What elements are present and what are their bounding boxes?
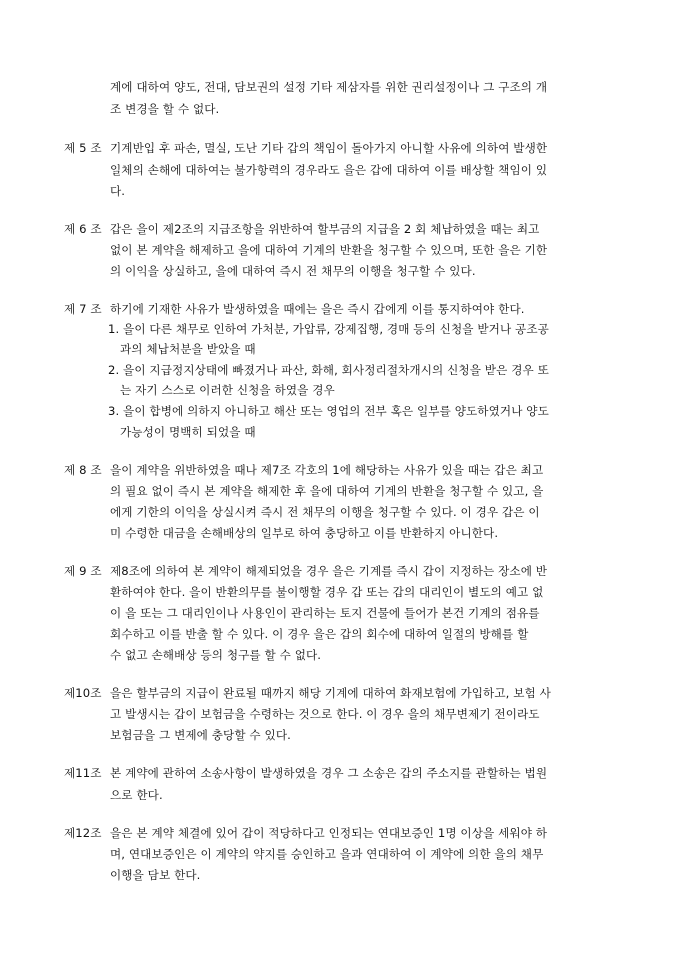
article-7-item-3: 3. 을이 합병에 의하지 아니하고 해산 또는 영업의 전부 혹은 일부를 양도하였거나 양도 (108, 404, 549, 418)
article-11-line: 본 계약에 관하여 소송사항이 발생하였을 경우 그 소송은 갑의 주소지를 관할하는 법원 (110, 766, 548, 780)
article-7-item-1-cont: 과의 체납처분을 받았을 때 (120, 342, 256, 356)
article-6-line: 갑은 을이 제2조의 지급조항을 위반하여 할부금의 지급을 2 회 체납하였을 때는 최고 (110, 222, 540, 236)
article-5-line: 다. (110, 184, 126, 198)
article-9-label: 제 9 조 (64, 564, 102, 578)
article-5-label: 제 5 조 (64, 141, 102, 155)
article-5-line: 기계반입 후 파손, 멸실, 도난 기타 갑의 책임이 돌아가지 아니할 사유에 의하여 발생한 (110, 141, 548, 155)
article-7-item-3-cont: 가능성이 명백히 되었을 때 (120, 425, 256, 439)
article-8-line: 에게 기한의 이익을 상실시켜 즉시 전 채무의 이행을 청구할 수 있다. 이 경우 갑은 이 (110, 505, 540, 519)
article-9-line: 수 없고 손해배상 등의 청구를 할 수 없다. (110, 648, 322, 662)
article-12-line: 을은 본 계약 체결에 있어 갑이 적당하다고 인정되는 연대보증인 1명 이상을 세워야 하 (110, 826, 548, 840)
article-6-line: 의 이익을 상실하고, 을에 대하여 즉시 전 채무의 이행을 청구할 수 있다. (110, 264, 476, 278)
article-7-label: 제 7 조 (64, 302, 102, 316)
article-12-line: 며, 연대보증인은 이 계약의 약지를 승인하고 을과 연대하여 이 계약에 의한 을의 채무 (110, 847, 544, 861)
article-8-line: 미 수령한 대금을 손해배상의 일부로 하여 충당하고 이를 반환하지 아니한다. (110, 526, 499, 540)
article-12-label: 제12조 (64, 826, 102, 840)
article-11-line: 으로 한다. (110, 788, 163, 802)
article-9-line: 이 을 또는 그 대리인이나 사용인이 관리하는 토지 건물에 들어가 본건 기계의 점유를 (110, 606, 540, 620)
article-8-line: 의 필요 없이 즉시 본 계약을 해제한 후 을에 대하여 기계의 반환을 청구할 수 있고, 을 (110, 484, 544, 498)
article-9-line: 회수하고 이를 반출 할 수 있다. 이 경우 을은 갑의 회수에 대하여 일절의 방해를 할 (110, 627, 529, 641)
article-8-line: 을이 계약을 위반하였을 때나 제7조 각호의 1에 해당하는 사유가 있을 때는 갑은 최고 (110, 463, 544, 477)
article-6-line: 없이 본 계약을 해제하고 을에 대하여 기계의 반환을 청구할 수 있으며, 또한 을은 기한 (110, 243, 548, 257)
article-10-line: 보험금을 그 변제에 충당할 수 있다. (110, 728, 291, 742)
article-11-label: 제11조 (64, 766, 102, 780)
article-10-label: 제10조 (64, 686, 102, 700)
intro-line: 조 변경을 할 수 없다. (110, 102, 220, 116)
article-6-label: 제 6 조 (64, 222, 102, 236)
article-9-line: 환하여야 한다. 을이 반환의무를 불이행할 경우 갑 또는 갑의 대리인이 별도의 예고 없 (110, 585, 544, 599)
article-7-item-2-cont: 는 자기 스스로 이러한 신청을 하였을 경우 (120, 383, 335, 397)
article-5-line: 일체의 손해에 대하여는 불가항력의 경우라도 을은 갑에 대하여 이를 배상할 책임이 있 (110, 163, 548, 177)
article-7-line: 하기에 기재한 사유가 발생하였을 때에는 을은 즉시 갑에게 이를 통지하여야 한다. (110, 302, 525, 316)
article-9-line: 제8조에 의하여 본 계약이 해제되었을 경우 을은 기계를 즉시 갑이 지정하는 장소에 반 (110, 564, 548, 578)
article-10-line: 을은 할부금의 지급이 완료될 때까지 해당 기계에 대하여 화재보험에 가입하고, 보험 사 (110, 686, 551, 700)
article-7-item-1: 1. 을이 다른 채무로 인하여 가처분, 가압류, 강제집행, 경매 등의 신청을 받거나 공조공 (108, 322, 549, 336)
intro-line: 계에 대하여 양도, 전대, 담보권의 설정 기타 제삼자를 위한 권리설정이나 그 구조의 개 (110, 80, 548, 94)
article-8-label: 제 8 조 (64, 463, 102, 477)
article-10-line: 고 발생시는 갑이 보험금을 수령하는 것으로 한다. 이 경우 을의 채무변제기 전이라도 (110, 707, 540, 721)
article-12-line: 이행을 담보 한다. (110, 868, 201, 882)
article-7-item-2: 2. 을이 지급정지상태에 빠졌거나 파산, 화해, 회사정리절차개시의 신청을 받은 경우 또 (108, 363, 549, 377)
